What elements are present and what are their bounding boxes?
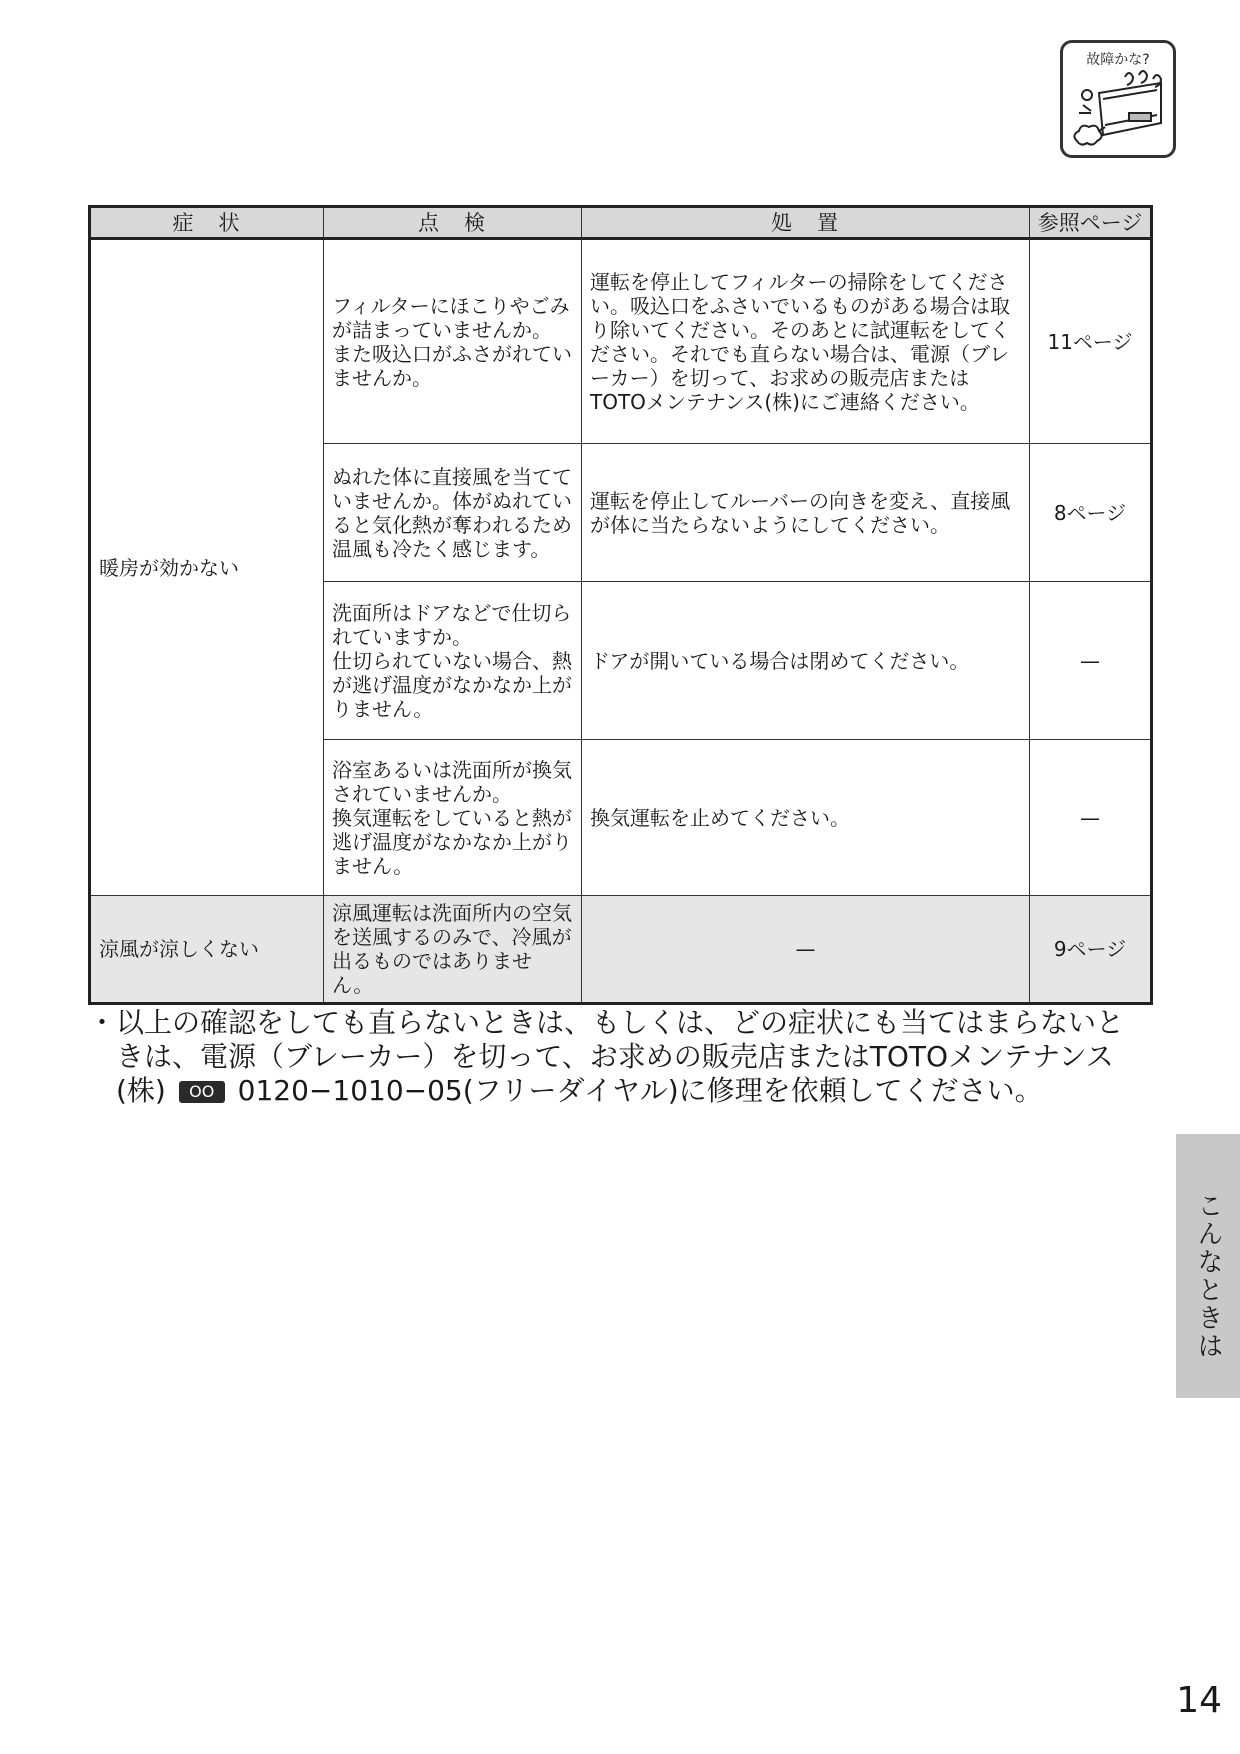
header-action: 処 置 — [582, 207, 1030, 239]
header-check: 点 検 — [324, 207, 582, 239]
check-cell: フィルターにほこりやごみが詰まっていませんか。 また吸込口がふさがれていませんか。 — [324, 239, 582, 444]
check-cell: 洗面所はドアなどで仕切られていますか。 仕切られていない場合、熱が逃げ温度がなかなか上がりません。 — [324, 582, 582, 740]
freedial-icon: OO — [179, 1081, 225, 1103]
ref-cell: 8ページ — [1030, 444, 1152, 582]
note-bullet: ・ — [88, 1006, 117, 1039]
header-symptom: 症 状 — [90, 207, 324, 239]
badge-label: 故障かな? — [1086, 52, 1150, 68]
note-text-before: 以上の確認をしても直らないときは、もしくは、どの症状にも当てはまらないときは、電源（ブレーカー）を切って、お求めの販売店またはTOTOメンテナンス(株) — [116, 1006, 1125, 1107]
table-header-row — [90, 207, 1152, 239]
ref-cell: — — [1030, 740, 1152, 896]
symptom-cell: 涼風が涼しくない — [90, 896, 324, 1004]
action-cell: 換気運転を止めてください。 — [582, 740, 1030, 896]
note-text — [116, 1006, 1150, 1108]
check-cell: 浴室あるいは洗面所が換気されていませんか。 換気運転をしていると熱が逃げ温度がなかなか上がりません。 — [324, 740, 582, 896]
section-tab-label: こんなときは — [1193, 1192, 1223, 1360]
action-cell: 運転を停止してフィルターの掃除をしてください。吸込口をふさいでいるものがある場合は取り除いてください。そのあとに試運転をしてください。それでも直らない場合は、電源（ブレーカー）を切って、お求めの販売店またはTOTOメンテナンス(株)にご連絡ください。 — [582, 239, 1030, 444]
action-cell: — — [582, 896, 1030, 1004]
note-text-after: 0120−1010−05(フリーダイヤル)に修理を依頼してください。 — [237, 1074, 1043, 1107]
table-row — [90, 896, 1152, 1004]
check-cell: ぬれた体に直接風を当てていませんか。体がぬれていると気化熱が奪われるため温風も冷たく感じます。 — [324, 444, 582, 582]
ref-cell: 9ページ — [1030, 896, 1152, 1004]
ref-cell: — — [1030, 582, 1152, 740]
symptom-cell: 暖房が効かない — [90, 239, 324, 896]
header-ref: 参照ページ — [1030, 207, 1152, 239]
repair-note — [88, 1006, 1150, 1108]
check-cell: 涼風運転は洗面所内の空気を送風するのみで、冷風が出るものではありません。 — [324, 896, 582, 1004]
troubleshooting-table — [88, 205, 1153, 1005]
table-row — [90, 239, 1152, 444]
action-cell: 運転を停止してルーバーの向きを変え、直接風が体に当たらないようにしてください。 — [582, 444, 1030, 582]
troubleshooting-badge — [1060, 40, 1176, 158]
section-tab — [1176, 1134, 1240, 1398]
ref-cell: 11ページ — [1030, 239, 1152, 444]
broken-heater-icon — [1069, 69, 1169, 153]
action-cell: ドアが開いている場合は閉めてください。 — [582, 582, 1030, 740]
page-number: 14 — [1176, 1680, 1222, 1721]
